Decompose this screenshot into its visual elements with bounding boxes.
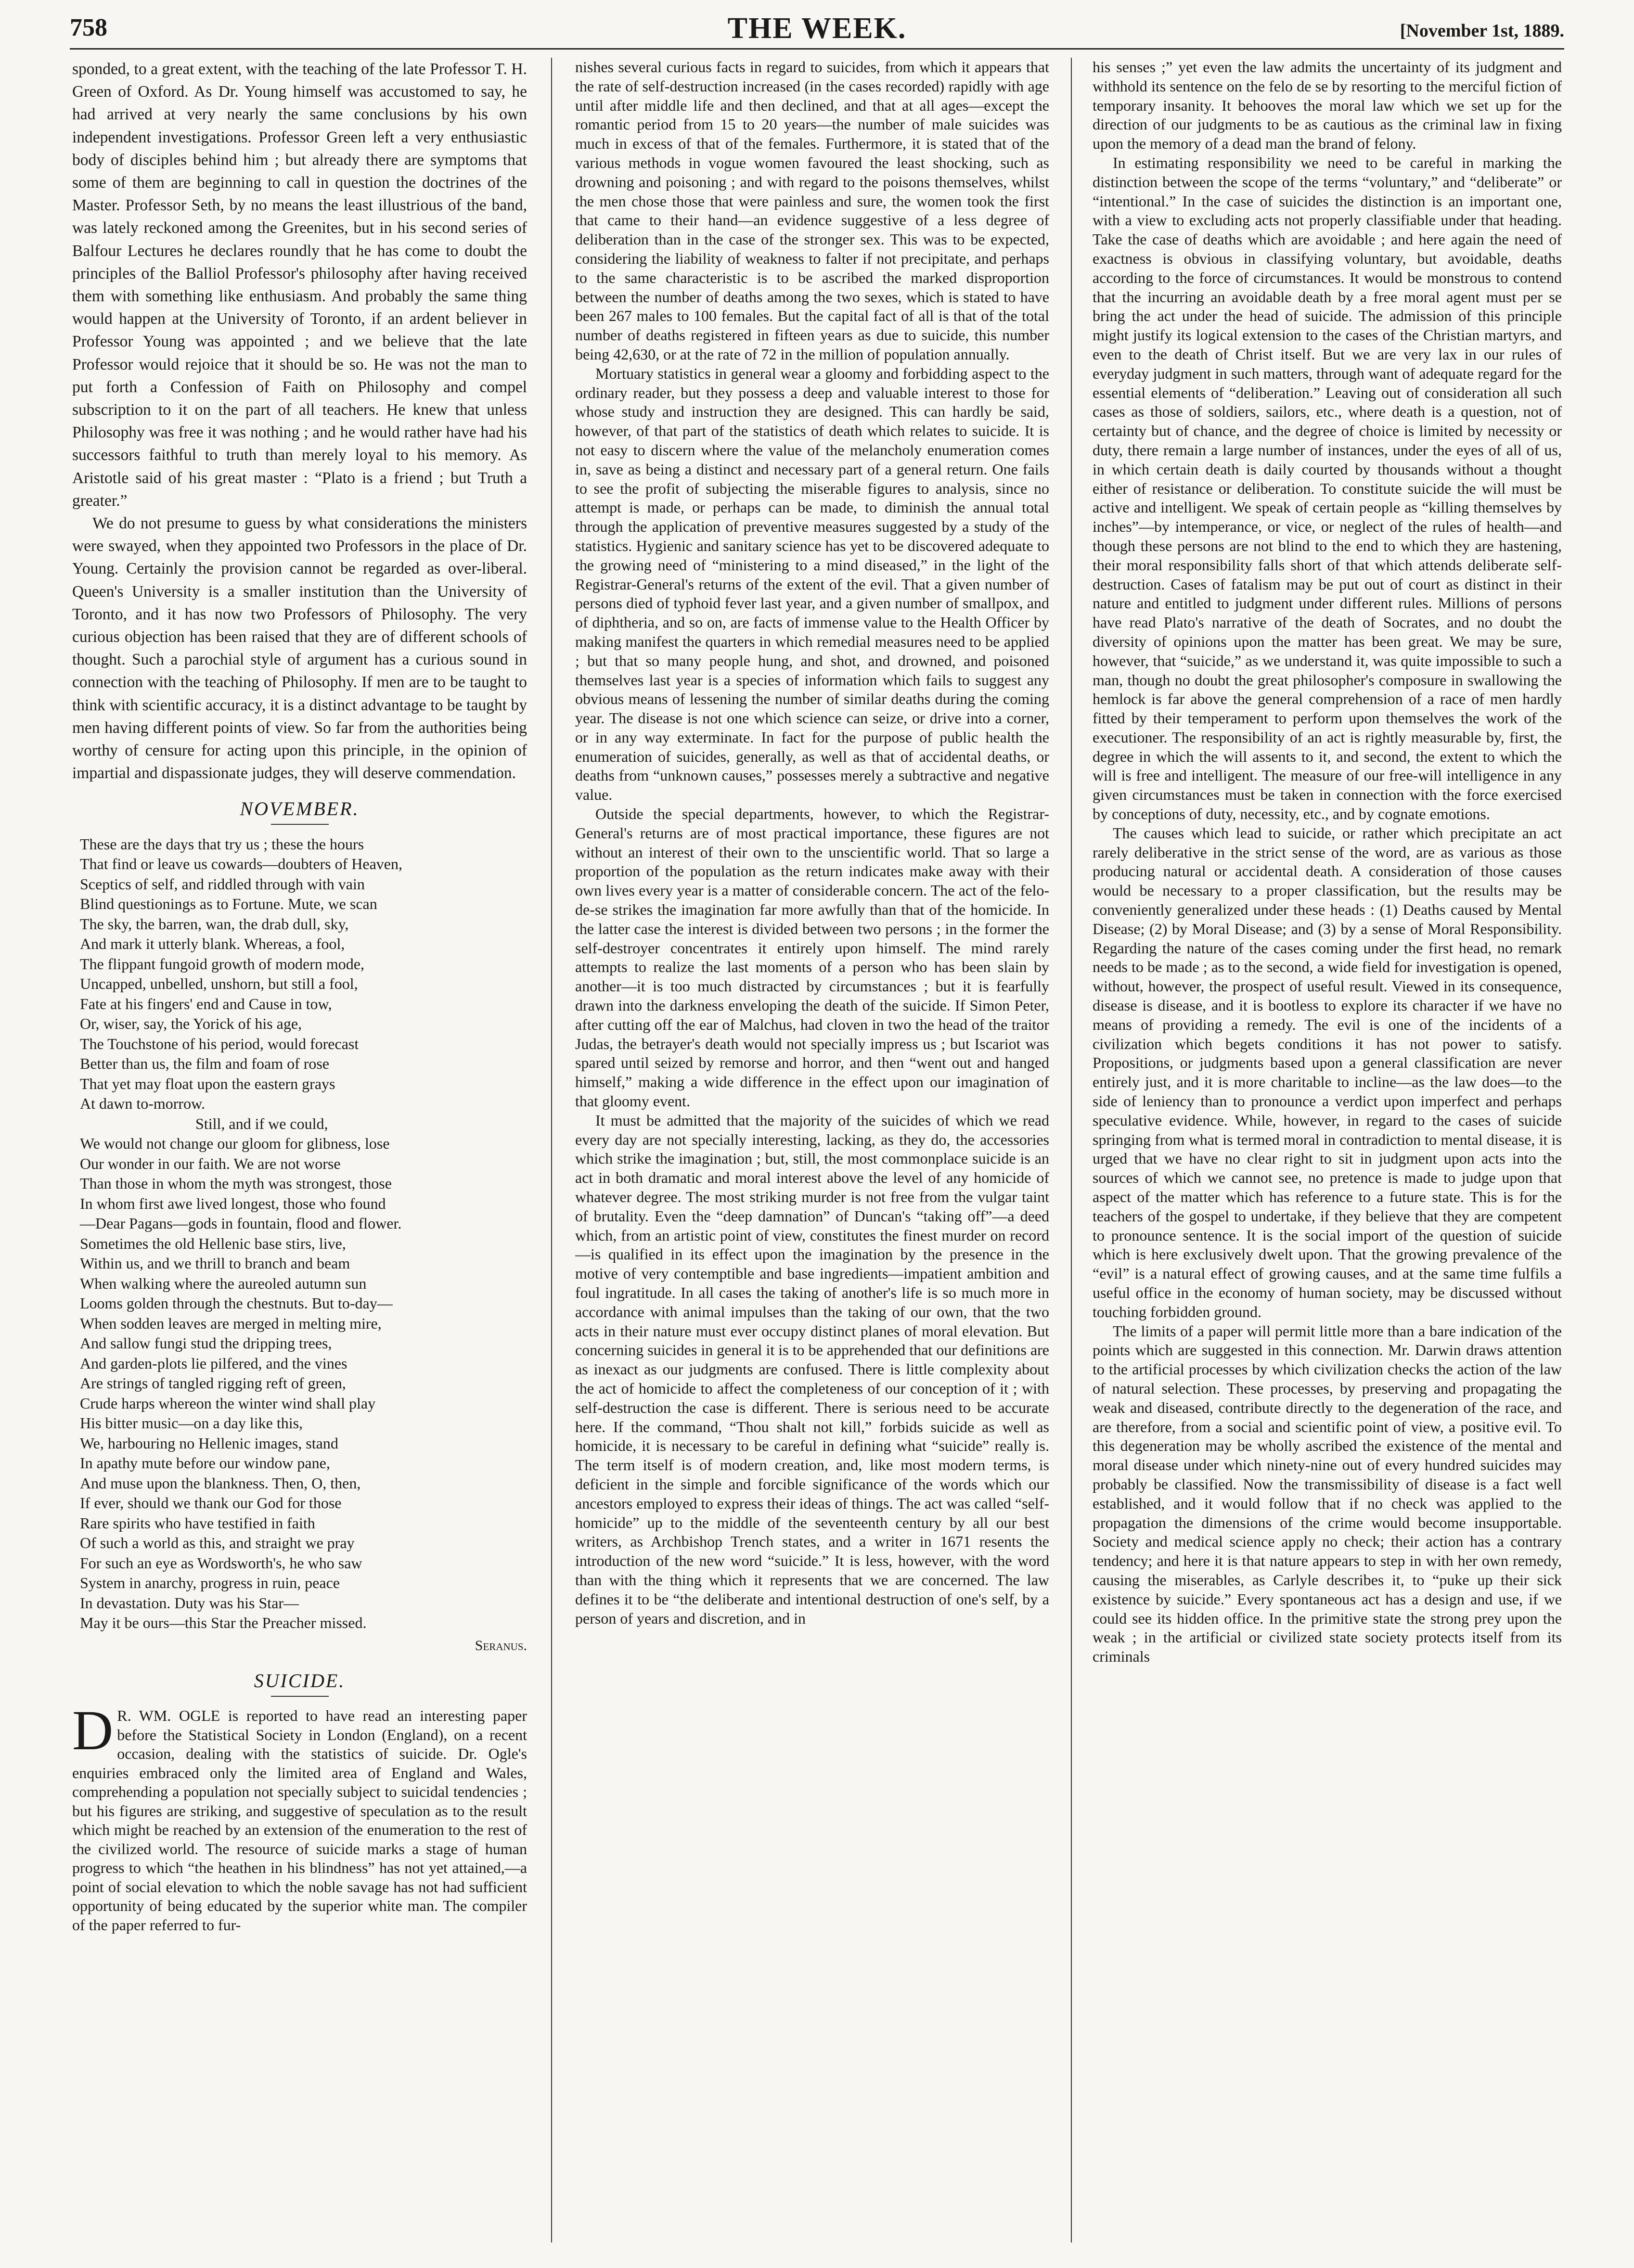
paragraph: The limits of a paper will permit little more than a bare indication of the points which are suggested in this connection. Mr. Darwin draws attention to the artificial processes by which civilization checks the action of the law of natural selection. These processes, by preserving and propagating the weak and diseased, contribute directly to the degeneration of the race, and are therefore, from a social and scientific point of view, a positive evil. To this degeneration may be wholly ascribed the existence of the mental and moral disease under which ninety-nine out of every hundred suicides may probably be classified. Now the transmissibility of disease is a fact well established, and it would follow that if no check was applied to the propagation the dimensions of the crime would become insupportable. Society and medical science apply no check; their action has a contrary tendency; and here it is that nature appears to step in with her own remedy, causing the miserables, as Carlyle describes it, to “puke up their sick existence by suicide.” Every spontaneous act has a design and use, if we could see its hidden office. In the primitive state the strong prey upon the weak ; in the artificial or civilized state society protects itself from its criminals bbox=[1093, 1322, 1562, 1666]
poem bbox=[80, 834, 527, 1633]
column-3 bbox=[1093, 58, 1562, 2252]
poem-line: When sodden leaves are merged in melting mire, bbox=[80, 1314, 382, 1332]
poem-line: —Dear Pagans—gods in fountain, flood and flower. bbox=[80, 1215, 402, 1232]
article-opening-paragraph bbox=[72, 1699, 527, 1935]
poem-line: That find or leave us cowards—doubters of Heaven, bbox=[80, 855, 402, 873]
issue-date: [November 1st, 1889. bbox=[1400, 21, 1564, 41]
column-divider bbox=[1071, 58, 1072, 2242]
poem-line: Within us, and we thrill to branch and beam bbox=[80, 1255, 350, 1272]
poem-line: In whom first awe lived longest, those who found bbox=[80, 1194, 386, 1212]
poem-line: We would not change our gloom for glibness, lose bbox=[80, 1135, 390, 1153]
column-divider bbox=[551, 58, 552, 2242]
paragraph: his senses ;” yet even the law admits the uncertainty of its judgment and withhold its sentence on the felo de se by resorting to the merciful fiction of temporary insanity. It behooves the moral law which we set up for the direction of our judgments to be as cautious as the criminal law in fixing upon the memory of a dead man the brand of felony. bbox=[1093, 58, 1562, 153]
paragraph: The causes which lead to suicide, or rather which precipitate an act rarely deliberative in the strict sense of the word, are as various as those producing natural or accidental death. A consideration of those causes would be necessary to a proper classification, but the results may be conveniently generalized under these heads : (1) Deaths caused by Mental Disease; (2) by Moral Disease; and (3) by a sense of Moral Responsibility. Regarding the nature of the cases coming under the first head, no remark needs to be made ; as to the second, a wide field for investigation is opened, without, however, the prospect of useful result. Viewed in its consequence, disease is disease, and it is bootless to explore its character if we have no means of providing a remedy. The evil is one of the incidents of a civilization which begets conditions it has not power to satisfy. Propositions, or judgments based upon a general classification are never entirely just, and it is more charitable to incline—as the law does—to the side of leniency than to pronounce a verdict upon imperfect and perhaps speculative evidence. While, however, in regard to the cases of suicide springing from what is termed moral in contradiction to mental disease, it is urged that we have no clear right to sit in judgment upon acts into the sources of which we cannot see, no pretence is made to judge upon that aspect of the matter which has reference to a future state. This is for the teachers of the gospel to undertake, if they believe that they are competent to pronounce sentence. It is the social import of the question of suicide which is here exclusively dwelt upon. That the growing prevalence of the “evil” is a natural effect of growing causes, and at the same time fulfils a useful office in the economy of human society, may be discussed without touching forbidden ground. bbox=[1093, 824, 1562, 1320]
paragraph: It must be admitted that the majority of the suicides of which we read every day are not specially interesting, lacking, as they do, the accessories which strike the imagination ; but, still, the most commonplace suicide is an act in both dramatic and moral interest above the level of any homicide of whatever degree. The most striking murder is not free from the vulgar taint of brutality. Even the “deep damnation” of Duncan's “taking off”—a deed which, from an artistic point of view, constitutes the finest murder on record—is qualified in its effect upon the imagination by the presence in the motive of very contemptible and base ingredients—impatient ambition and foul ingratitude. In all cases the taking of another's life is so much more in accordance with animal impulses than the taking of our own, that the two acts in their nature must ever occupy distinct planes of moral elevation. But concerning suicides in general it is to be apprehended that our definitions are as inexact as our judgments are confused. There is little complexity about the act of homicide to affect the completeness of our conception of it ; with self-destruction the case is different. There is serious need to be accurate here. If the command, “Thou shalt not kill,” forbids suicide as well as homicide, it is necessary to be careful in defining what “suicide” really is. The term itself is of modern creation, and, like most modern terms, is deficient in the simple and forcible significance of the words which our ancestors employed to express their ideas of things. The act was called “self-homicide” up to the middle of the seventeenth century by all our best writers, as Archbishop Trench states, and a writer in 1671 resents the introduction of the new word “suicide.” It is less, however, with the word than with the thing which it represents that we are concerned. The law defines it to be “the deliberate and intentional destruction of one's self, by a person of years and discretion, and in bbox=[575, 1111, 1049, 1627]
newspaper-title: THE WEEK. bbox=[727, 12, 907, 45]
poem-line: Sceptics of self, and riddled through with vain bbox=[80, 875, 365, 893]
poem-line: The sky, the barren, wan, the drab dull, sky, bbox=[80, 915, 349, 933]
poem-line: That yet may float upon the eastern grays bbox=[80, 1075, 335, 1092]
paragraph: nishes several curious facts in regard to suicides, from which it appears that the rate of self-destruction increased (in the cases recorded) rapidly with age until after middle life and then declined, and that at all ages—except the romantic period from 15 to 20 years—the number of male suicides was much in excess of that of the females. Furthermore, it is stated that of the various methods in vogue women favoured the least shocking, such as drowning and poisoning ; and with regard to the poisons themselves, whilst the men chose those that were painless and sure, the women took the first that came to their hand—an evidence suggestive of a less degree of deliberation than in the case of the stronger sex. This was to be expected, considering the liability of weakness to falter if not precipitate, and perhaps to the same characteristic is to be ascribed the marked disproportion between the number of deaths among the two sexes, which is stated to have been 267 males to 100 females. But the capital fact of all is that of the total number of deaths registered in fifteen years as due to suicide, this number being 42,630, or at the rate of 72 in the million of population annually. bbox=[575, 58, 1049, 363]
poem-line: Still, and if we could, bbox=[80, 1115, 328, 1132]
paragraph: sponded, to a great extent, with the teaching of the late Professor T. H. Green of Oxford. As Dr. Young himself was accustomed to say, he had arrived at very nearly the same conclusions by his own independent investigations. Professor Green left a very enthusiastic body of disciples behind him ; but already there are symptoms that some of them are beginning to call in question the doctrines of the Master. Professor Seth, by no means the least illustrious of the band, was lately reckoned among the Greenites, but in his second series of Balfour Lectures he declares roundly that he has come to doubt the principles of the Balliol Professor's philosophy after having received them with something like enthusiasm. And probably the same thing would happen at the University of Toronto, if an ardent believer in Professor Young was appointed ; and we believe that the late Professor would rejoice that it should be so. He was not the man to put forth a Confession of Faith on Philosophy and compel subscription to it on the part of all teachers. He knew that unless Philosophy was free it was nothing ; and he would rather have had his successors faithful to truth than merely loyal to his memory. As Aristotle said of his great master : “Plato is a friend ; but Truth a greater.” bbox=[72, 60, 527, 510]
paragraph: We do not presume to guess by what considerations the ministers were swayed, when they appointed two Professors in the place of Dr. Young. Certainly the provision cannot be regarded as over-liberal. Queen's University is a smaller institution than the University of Toronto, and it has now two Professors of Philosophy. The very curious objection has been raised that they are of different schools of thought. Such a parochial style of argument has a curious sound in connection with the teaching of Philosophy. If men are to be taught to think with scientific accuracy, it is a distinct advantage to be taught by men having different points of view. So far from the authorities being worthy of censure for acting upon this principle, in the opinion of impartial and dispassionate judges, they will deserve commendation. bbox=[72, 514, 527, 782]
poem-line: And garden-plots lie pilfered, and the vines bbox=[80, 1354, 347, 1372]
paragraph: Outside the special departments, however, to which the Registrar-General's returns are of most practical importance, these figures are not without an interest of their own to the unscientific world. That so large a proportion of the population as the return indicates make away with their own lives every year is a matter of considerable concern. The act of the felo-de-se strikes the imagination far more awfully than that of the homicide. In the latter case the interest is divided between two persons ; in the former the self-destroyer concentrates it entirely upon himself. The mind rarely attempts to realize the last moments of a person who has been slain by another—it is too much distracted by circumstances ; but it is fearfully drawn into the darkness enveloping the death of the suicide. If Simon Peter, after cutting off the ear of Malchus, had cloven in two the head of the traitor Judas, the betrayer's death would not specially impress us ; but Iscariot was spared until seized by remorse and horror, and then “went out and hanged himself,” making a wide difference in the effect upon our imagination of that gloomy event. bbox=[575, 805, 1049, 1110]
poem-line: Sometimes the old Hellenic base stirs, live, bbox=[80, 1234, 346, 1252]
poem-line: Looms golden through the chestnuts. But to-day— bbox=[80, 1294, 393, 1312]
poem-line: Crude harps whereon the winter wind shall play bbox=[80, 1394, 376, 1412]
poem-line: Uncapped, unbelled, unshorn, but still a fool, bbox=[80, 975, 358, 993]
page-number: 758 bbox=[70, 14, 107, 41]
article-title: SUICIDE. bbox=[254, 1669, 346, 1691]
column-1 bbox=[72, 58, 527, 2252]
poem-title: NOVEMBER. bbox=[240, 797, 360, 820]
poem-line: Better than us, the film and foam of rose bbox=[80, 1055, 330, 1073]
poem-line: His bitter music—on a day like this, bbox=[80, 1414, 303, 1432]
poem-line: We, harbouring no Hellenic images, stand bbox=[80, 1434, 338, 1452]
poem-line: The Touchstone of his period, would forecast bbox=[80, 1035, 359, 1052]
page-header bbox=[70, 10, 1564, 50]
drop-cap: D bbox=[72, 1699, 114, 1762]
column-2 bbox=[575, 58, 1049, 2252]
poem-line: Our wonder in our faith. We are not worse bbox=[80, 1154, 341, 1172]
poem-line: May it be ours—this Star the Preacher missed. bbox=[80, 1614, 367, 1632]
poem-line: In devastation. Duty was his Star— bbox=[80, 1594, 299, 1612]
poem-line: Are strings of tangled rigging reft of green, bbox=[80, 1374, 346, 1392]
paragraph: In estimating responsibility we need to be careful in marking the distinction between the scope of the terms “voluntary,” and “deliberate” or “intentional.” In the case of suicides the distinction is an important one, with a view to excluding acts not properly classifiable under that heading. Take the case of deaths which are avoidable ; and here again the need of exactness is obvious in classifying voluntary, but avoidable, deaths according to the force of circumstances. It would be monstrous to contend that the incurring an avoidable death by a free moral agent must per se bring the act under the head of suicide. The admission of this principle might justify its logical extension to the cases of the Christian martyrs, and even to the death of Christ itself. But we are very lax in our rules of everyday judgment in such matters, through want of adequate regard for the essential elements of “deliberation.” Leaving out of consideration all such cases as those of soldiers, sailors, etc., where death is a question, not of certainty but of chance, and the degree of choice is limited by necessity or duty, there remain a large number of instances, under the eyes of all of us, in which certain death is daily courted by thousands without a thought either of resistance or deliberation. To constitute suicide the will must be active and intelligent. We speak of certain people as “killing themselves by inches”—by intemperance, or vice, or neglect of the rules of health—and though these persons are not blind to the end to which they are hastening, their moral responsibility falls short of that which attends deliberate self-destruction. Cases of fatalism may be put out of court as distinct in their nature and entitled to judgment under different rules. Millions of persons have read Plato's narrative of the death of Socrates, and no doubt the diversity of opinions upon the matter has been great. We may be sure, however, that “suicide,” as we understand it, was quite impossible to such a man, though no doubt the great philosopher's composure in swallowing the hemlock is far above the general comprehension of a race of men hardly fitted by their temperament to perform upon themselves the work of the executioner. The responsibility of an act is rightly measurable by, first, the degree in which the will assents to it, and second, the extent to which the will is free and intelligent. The measure of our free-will intelligence in any given circumstances must be taken in connection with the force exercised by conceptions of duty, necessity, etc., and by cognate emotions. bbox=[1093, 154, 1562, 823]
poem-line: These are the days that try us ; these the hours bbox=[80, 835, 364, 853]
poem-line: Of such a world as this, and straight we pray bbox=[80, 1534, 355, 1552]
poem-line: Blind questionings as to Fortune. Mute, we scan bbox=[80, 895, 377, 913]
poem-line: And mark it utterly blank. Whereas, a fool, bbox=[80, 935, 345, 953]
poem-line: If ever, should we thank our God for those bbox=[80, 1494, 342, 1512]
poem-line: System in anarchy, progress in ruin, peace bbox=[80, 1574, 340, 1592]
poem-line: For such an eye as Wordsworth's, he who saw bbox=[80, 1554, 362, 1572]
poem-line: The flippant fungoid growth of modern mode, bbox=[80, 955, 364, 973]
poem-line: In apathy mute before our window pane, bbox=[80, 1454, 330, 1472]
poem-line: Rare spirits who have testified in faith bbox=[80, 1514, 315, 1532]
poem-line: When walking where the aureoled autumn sun bbox=[80, 1274, 367, 1292]
poem-line: And sallow fungi stud the dripping trees, bbox=[80, 1334, 332, 1352]
paragraph: Mortuary statistics in general wear a gloomy and forbidding aspect to the ordinary reader, but they possess a deep and valuable interest to those for whose study and instruction they are designed. This can hardly be said, however, of that part of the statistics of death which relates to suicide. It is not easy to discern where the value of the melancholy enumeration comes in, save as being a distinct and necessary part of a general return. One fails to see the profit of subjecting the miserable figures to analysis, since no attempt is made, or perhaps can be made, to diminish the annual total through the application of preventive measures suggested by a study of the statistics. Hygienic and sanitary science has yet to be discovered adequate to the growing need of “ministering to a mind diseased,” in the light of the Registrar-General's returns of the extent of the evil. That a given number of persons died of typhoid fever last year, and a given number of smallpox, and of diphtheria, and so on, are facts of immense value to the Health Officer by making manifest the quarters in which remedial measures need to be applied ; but that so many people hung, and shot, and drowned, and poisoned themselves last year is a species of information which fails to suggest any obvious means of lessening the number of similar deaths during the coming year. The disease is not one which science can seize, or drive into a corner, or in any way exterminate. In fact for the purpose of public health the enumeration of suicides, generally, as well as that of accidental deaths, or deaths from “unknown causes,” possesses merely a subtractive and negative value. bbox=[575, 364, 1049, 804]
poem-author: Seranus. bbox=[475, 1637, 527, 1653]
poem-line: Than those in whom the myth was strongest, those bbox=[80, 1175, 392, 1192]
poem-line: Or, wiser, say, the Yorick of his age, bbox=[80, 1015, 302, 1033]
poem-line: Fate at his fingers' end and Cause in tow, bbox=[80, 995, 332, 1012]
title-rule bbox=[271, 824, 329, 825]
poem-line: At dawn to-morrow. bbox=[80, 1095, 206, 1113]
title-rule bbox=[271, 1696, 329, 1697]
poem-line: And muse upon the blankness. Then, O, then, bbox=[80, 1474, 361, 1492]
paragraph-text: R. WM. OGLE is reported to have read an interesting paper before the Statistical Society in London (England), on a recent occasion, dealing with the statistics of suicide. Dr. Ogle's enquiries embraced only the limited area of England and Wales, comprehending a population not specially subject to suicidal tendencies ; but his figures are striking, and suggestive of speculation as to the result which might be reached by an extension of the enumeration to the rest of the civilized world. The resource of suicide marks a stage of human progress to which “the heathen in his blindness” has not yet attained,—a point of social elevation to which the noble savage has not had sufficient opportunity of being educated by the superior white man. The compiler of the paper referred to fur- bbox=[72, 1707, 527, 1934]
